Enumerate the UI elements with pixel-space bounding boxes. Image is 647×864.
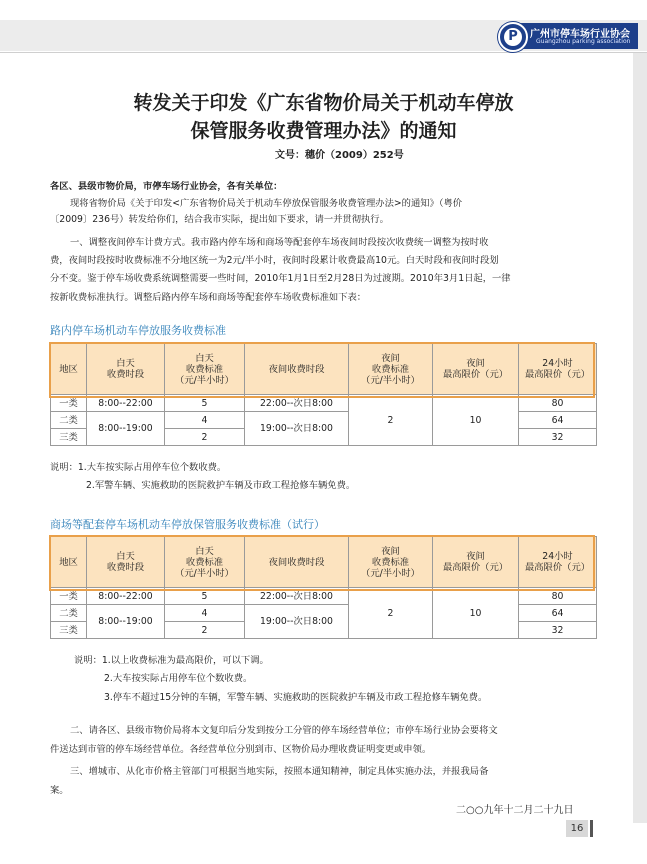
t2-24h-cap: 64 [519, 605, 597, 622]
page-edge-bar [633, 53, 647, 823]
t1-night-cap: 10 [433, 395, 519, 446]
t2-region: 三类 [51, 622, 87, 639]
association-name-en: Guangzhou parking association [536, 38, 631, 45]
table2-note-2: 2.大车按实际占用停车位个数收费。 [104, 673, 253, 684]
t2-header-24h-cap: 24小时 最高限价（元） [519, 537, 597, 588]
page-number: 16 [566, 820, 588, 837]
t1-night-period: 19:00--次日8:00 [245, 412, 349, 446]
table1-note-2: 2.军警车辆、实施救助的医院救护车辆及市政工程抢修车辆免费。 [86, 480, 356, 491]
point1-line-2: 费，夜间时段按时收费标准不分地区统一为2元/半小时，夜间时段累计收费最高10元。白天时段和夜间时段划 [50, 255, 499, 266]
t1-24h-cap: 64 [519, 412, 597, 429]
point1-line-3: 分不变。鉴于停车场收费系统调整需要一些时间，2010年1月1日至2月28日为过渡期。2010年3月1日起，一律 [50, 273, 511, 284]
t2-day-period: 8:00--22:00 [87, 588, 165, 605]
t1-header-day-rate: 白天 收费标准 （元/半小时） [165, 344, 245, 395]
table1-note-1: 说明：1.大车按实际占用停车位个数收费。 [50, 462, 227, 473]
t1-night-period: 22:00--次日8:00 [245, 395, 349, 412]
t1-region: 一类 [51, 395, 87, 412]
addressee: 各区、县级市物价局，市停车场行业协会，各有关单位： [50, 181, 283, 192]
t1-day-rate: 4 [165, 412, 245, 429]
t2-header-night-rate: 夜间 收费标准 （元/半小时） [349, 537, 433, 588]
t2-night-period: 19:00--次日8:00 [245, 605, 349, 639]
t1-header-night-cap: 夜间 最高限价（元） [433, 344, 519, 395]
table2 [50, 536, 597, 639]
title-line-1: 转发关于印发《广东省物价局关于机动车停放 [133, 92, 514, 114]
logo-letter: P [504, 28, 522, 46]
t2-day-rate: 5 [165, 588, 245, 605]
t1-header-night-rate: 夜间 收费标准 （元/半小时） [349, 344, 433, 395]
point2-line-1: 二、请各区、县级市物价局将本文复印后分发到按分工分管的停车场经营单位；市停车场行业协会要将文 [70, 725, 498, 736]
title-line-2: 保管服务收费管理办法》的通知 [190, 120, 457, 142]
document-number: 文号：穗价（2009）252号 [275, 150, 404, 161]
t1-day-period: 8:00--19:00 [87, 412, 165, 446]
t2-header-night-period: 夜间收费时段 [245, 537, 349, 588]
t1-day-rate: 5 [165, 395, 245, 412]
point1-line-1: 一、调整夜间停车计费方式。我市路内停车场和商场等配套停车场夜间时段按次收费统一调整为按时收 [70, 237, 489, 248]
t2-region: 二类 [51, 605, 87, 622]
t1-header-region: 地区 [51, 344, 87, 395]
point3-line-1: 三、增城市、从化市价格主管部门可根据当地实际，按照本通知精神，制定具体实施办法，并报我局备 [70, 766, 489, 777]
page-number-bar [590, 820, 593, 837]
t1-night-rate: 2 [349, 395, 433, 446]
table1 [50, 343, 597, 446]
t2-header-day-rate: 白天 收费标准 （元/半小时） [165, 537, 245, 588]
t2-night-rate: 2 [349, 588, 433, 639]
t2-region: 一类 [51, 588, 87, 605]
t2-night-cap: 10 [433, 588, 519, 639]
intro-line-2: 〔2009〕236号）转发给你们，结合我市实际，提出如下要求，请一并贯彻执行。 [50, 214, 389, 225]
table2-note-1: 说明：1.以上收费标准为最高限价，可以下调。 [74, 655, 269, 666]
t1-day-rate: 2 [165, 429, 245, 446]
t1-day-period: 8:00--22:00 [87, 395, 165, 412]
table2-note-3: 3.停车不超过15分钟的车辆，军警车辆、实施救助的医院救护车辆及市政工程抢修车辆免费。 [104, 692, 488, 703]
t1-region: 三类 [51, 429, 87, 446]
t2-day-rate: 4 [165, 605, 245, 622]
t2-night-period: 22:00--次日8:00 [245, 588, 349, 605]
t2-24h-cap: 32 [519, 622, 597, 639]
t1-header-day-period: 白天 收费时段 [87, 344, 165, 395]
t1-24h-cap: 32 [519, 429, 597, 446]
t2-header-day-period: 白天 收费时段 [87, 537, 165, 588]
point2-line-2: 件送达到市管的停车场经营单位。各经营单位分别到市、区物价局办理收费证明变更或申领。 [50, 744, 432, 755]
t2-header-region: 地区 [51, 537, 87, 588]
t1-region: 二类 [51, 412, 87, 429]
intro-line-1: 现将省物价局《关于印发<广东省物价局关于机动车停放保管服务收费管理办法>的通知》（粤价 [70, 198, 463, 209]
table2-title: 商场等配套停车场机动车停放保管服务收费标准（试行） [50, 518, 325, 531]
t2-day-period: 8:00--19:00 [87, 605, 165, 639]
t2-24h-cap: 80 [519, 588, 597, 605]
parking-logo-icon [498, 22, 528, 52]
point1-line-4: 按新收费标准执行。调整后路内停车场和商场等配套停车场收费标准如下表： [50, 292, 367, 303]
t1-header-24h-cap: 24小时 最高限价（元） [519, 344, 597, 395]
t2-day-rate: 2 [165, 622, 245, 639]
table1-title: 路内停车场机动车停放服务收费标准 [50, 324, 226, 337]
header-rule [0, 52, 647, 53]
t1-24h-cap: 80 [519, 395, 597, 412]
point3-line-2: 案。 [50, 785, 69, 796]
association-name-cn: 广州市停车场行业协会 [530, 29, 630, 40]
issue-date: 二○○九年十二月二十九日 [456, 805, 574, 816]
t1-header-night-period: 夜间收费时段 [245, 344, 349, 395]
t2-header-night-cap: 夜间 最高限价（元） [433, 537, 519, 588]
